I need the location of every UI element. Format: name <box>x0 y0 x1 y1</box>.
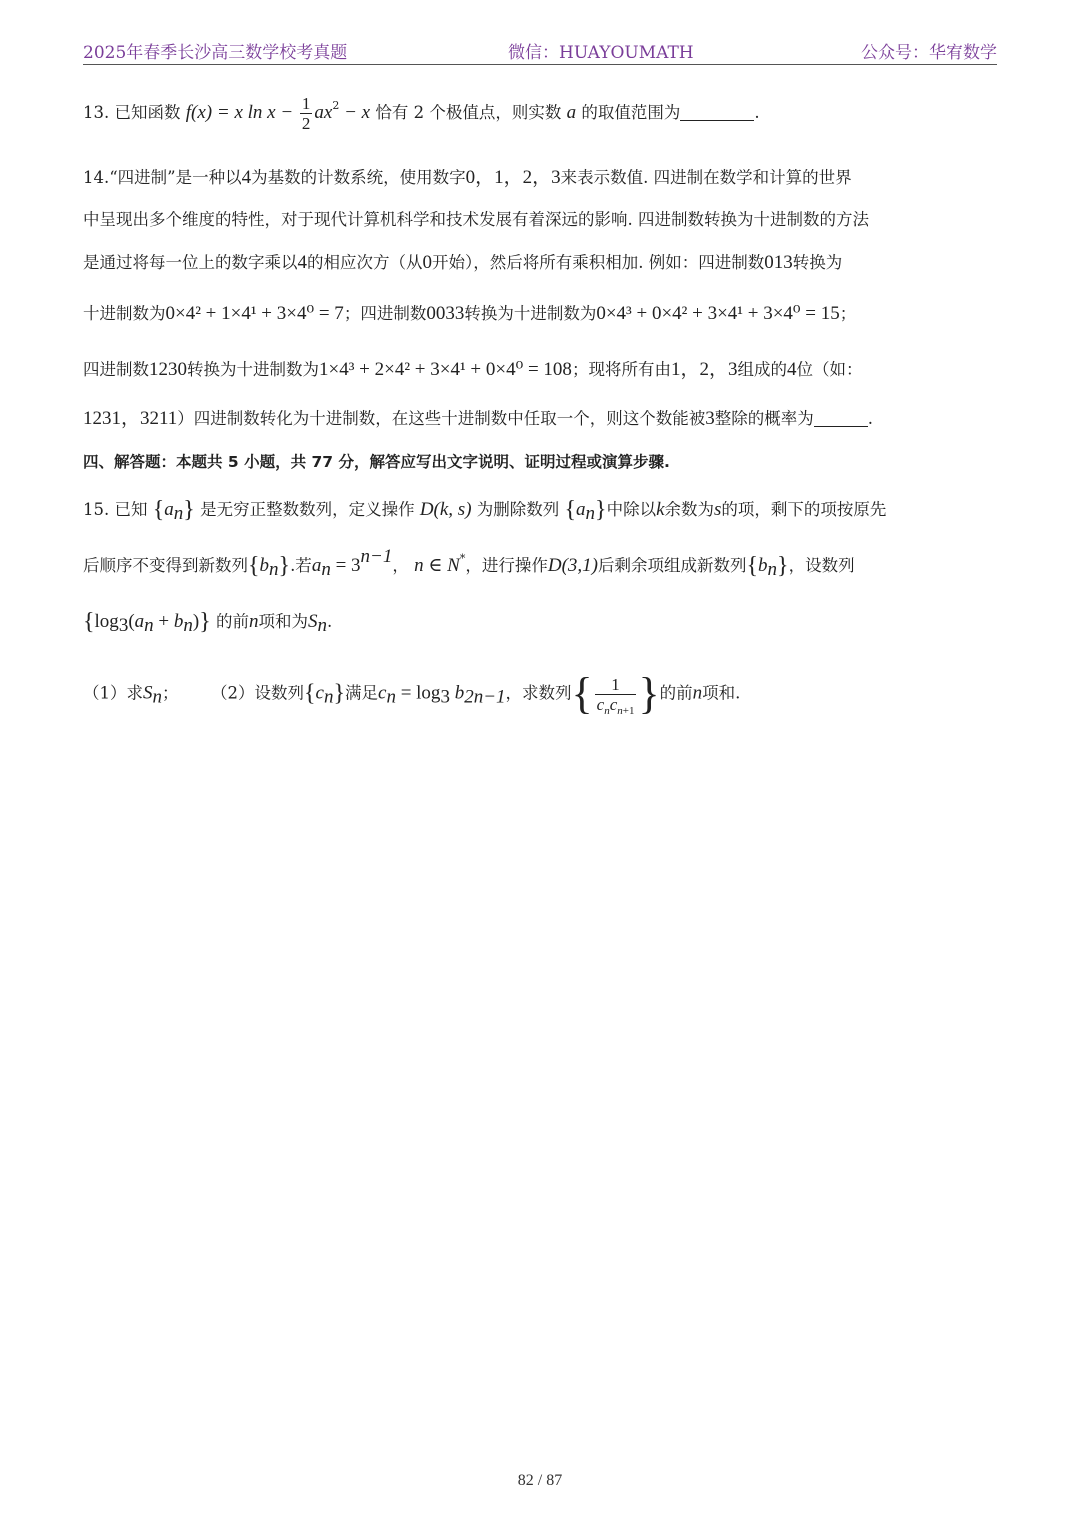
q15-part2-end: 项和. <box>702 683 741 703</box>
q15-l1a: 15. 已知 <box>83 500 148 519</box>
q13-function: f(x) = x ln x − <box>185 102 298 123</box>
q15-l2d: ，进行操作 <box>465 556 548 575</box>
q15-l1b: 是无穷正整数数列，定义操作 <box>200 500 415 519</box>
question-13: 13. 已知函数 f(x) = x ln x − $\frac{1}{2}$ $ax^2 - x$ 恰有 2 个极值点，则实数 a 的取值范围为 . <box>83 94 760 133</box>
q15-l2c: ， <box>392 556 409 575</box>
q15-line-1: 15. 已知 $\{a_n\}$ 是无穷正整数数列，定义操作 D(k, s) 为删除数列 $\{a_n\}$中除以k余数为s的项，剩下的项按原先 <box>83 497 887 524</box>
q14-l1b: 4 <box>241 167 252 188</box>
q15-l3-n: n <box>248 611 259 632</box>
q15-l2b: .若 <box>290 556 312 575</box>
q15-part2-satisfy: 满足 <box>345 683 378 703</box>
q13-func-x: − x <box>339 102 371 123</box>
q15-seq-a: a <box>164 499 174 520</box>
q14-l5b: 1230 <box>149 359 187 380</box>
q13-func-ax: ax <box>314 102 333 123</box>
q14-expr-2: 0×4³ + 0×4² + 3×4¹ + 3×4⁰ = 15 <box>596 303 840 324</box>
q13-post: 恰有 2 个极值点，则实数 <box>375 103 562 122</box>
q14-l5g: 4 <box>786 359 797 380</box>
q13-var-a: a <box>566 102 577 123</box>
q15-parts: （1）求$S_n$； （2）设数列$\{c_n\}$满足$c_n = \log_3 b_{2n-1}$，求数列{ $\frac{1}{c_nc_{n+1}}$ }的前n项和. <box>83 669 741 718</box>
q14-l5h: 位（如： <box>796 360 863 379</box>
q14-l3f: 013 <box>764 252 793 273</box>
q14-l3e: 开始），然后将所有乘积相加. 例如：四进制数 <box>432 253 765 272</box>
q15-part2-n: n <box>692 682 703 704</box>
q14-line-6 <box>83 407 997 431</box>
q14-line-3 <box>83 251 997 275</box>
q15-k: k <box>656 499 665 520</box>
q14-l5d: ；现将所有由 <box>571 360 671 379</box>
q14-l5c: 转换为十进制数为 <box>187 360 319 379</box>
q14-expr-3: 1×4³ + 2×4² + 3×4¹ + 0×4⁰ = 108 <box>319 359 572 380</box>
q15-part2-c: ，求数列 <box>505 683 572 703</box>
q15-log: log <box>94 611 119 632</box>
header-account: 公众号：华宥数学 <box>861 43 997 63</box>
q14-line-4 <box>83 302 997 326</box>
q15-part2-label: （2）设数列 <box>211 683 304 703</box>
q13-fraction: $\frac{1}{2}$ <box>301 94 311 133</box>
q14-l5f: 组成的 <box>737 360 787 379</box>
q14-l1d: 0，1，2，3 <box>465 167 561 188</box>
q15-op-D: D(k, s) <box>419 499 472 520</box>
q15-l2e: 后剩余项组成新数列 <box>598 556 747 575</box>
q14-l3c: 的相应次方（从 <box>307 253 423 272</box>
header-wechat: 微信：HUAYOUMATH <box>508 43 694 63</box>
q15-l1d: 中除以 <box>606 500 657 519</box>
q14-l6d: 整除的概率为 <box>714 409 814 428</box>
q13-end: . <box>754 103 760 122</box>
q15-an-eq: = 3 <box>330 555 361 576</box>
q15-Sn: S <box>307 611 318 632</box>
q15-l1c: 为删除数列 <box>476 500 560 519</box>
page-header <box>83 38 997 65</box>
q14-l6c: 3 <box>705 408 715 429</box>
q14-l1c: 为基数的计数系统，使用数字 <box>251 168 466 187</box>
q14-l3d: 0 <box>422 252 432 273</box>
q15-n-in-N: n ∈ N <box>414 555 460 576</box>
page-number: 82 / 87 <box>517 1472 563 1489</box>
q13-pre: 已知函数 <box>114 103 181 122</box>
q13-number: 13. <box>83 103 110 122</box>
q15-part2-expr: = log <box>395 682 441 704</box>
q14-l5a: 四进制数 <box>83 360 149 379</box>
q14-l3b: 4 <box>297 252 307 273</box>
q13-answer-blank[interactable] <box>680 120 754 121</box>
q14-l3a: 是通过将每一位上的数字乘以 <box>83 253 298 272</box>
q14-l4b: ；四进制数 <box>343 304 427 323</box>
q14-l3g: 转换为 <box>792 253 843 272</box>
q15-l2a: 后顺序不变得到新数列 <box>83 556 248 575</box>
q15-part2-d: 的前 <box>659 683 693 703</box>
q14-l4a: 十进制数为 <box>83 304 166 323</box>
q14-l6e: . <box>867 409 874 428</box>
q14-l4d: 转换为十进制数为 <box>464 304 597 323</box>
q14-l1a: 14.“四进制”是一种以 <box>83 168 242 187</box>
q15-s: s <box>714 499 722 520</box>
q14-l4e: ； <box>839 304 857 323</box>
q15-part1-end: ； <box>162 683 179 703</box>
q15-op-D31: D(3,1) <box>547 555 598 576</box>
header-title: 2025年春季长沙高三数学校考真题 <box>83 43 348 63</box>
q15-l1e: 余数为 <box>664 500 715 519</box>
q15-an: a <box>311 555 322 576</box>
q14-l2: 中呈现出多个维度的特性，对于现代计算机科学和技术发展有着深远的影响. 四进制数转换为十进制数的方法 <box>83 210 869 229</box>
q15-l2f: ，设数列 <box>788 556 855 575</box>
q14-line-1 <box>83 166 997 190</box>
q15-l3b: 项和为 <box>258 612 308 631</box>
q14-expr-1: 0×4² + 1×4¹ + 3×4⁰ = 7 <box>165 303 344 324</box>
q14-l1e: 来表示数值. 四进制在数学和计算的世界 <box>560 168 852 187</box>
q13-post2: 的取值范围为 <box>581 103 681 122</box>
q14-l6b: ）四进制数转化为十进制数，在这些十进制数中任取一个，则这个数能被 <box>177 409 706 428</box>
q14-answer-blank[interactable] <box>814 426 868 427</box>
q15-part1-S: S <box>143 682 153 704</box>
q15-part1-label: （1）求 <box>83 683 143 703</box>
q15-line-3: $\{\log_3(a_n + b_n)\}$ 的前n项和为$S_n$. <box>83 609 333 636</box>
q15-l3-end: . <box>326 612 333 631</box>
q15-part2-fraction: $\frac{1}{c_nc_{n+1}}$ <box>596 674 635 717</box>
q14-l6a: 1231，3211 <box>83 408 178 429</box>
q14-line-2 <box>83 208 997 232</box>
section-4-heading: 四、解答题：本题共 5 小题，共 77 分，解答应写出文字说明、证明过程或演算步骤. <box>83 453 670 471</box>
q14-line-5 <box>83 358 997 382</box>
q15-an-exp: n−1 <box>360 546 393 567</box>
q15-line-2: 后顺序不变得到新数列$\{b_n\}$.若$a_n = 3^{n-1}$， n ∈ N*，进行操作D(3,1)后剩余项组成新数列$\{b_n\}$，设数列 <box>83 546 855 580</box>
q14-l5e: 1，2，3 <box>670 359 738 380</box>
q14-l4c: 0033 <box>426 303 465 324</box>
q15-l3a: 的前 <box>215 612 249 631</box>
q15-l1f: 的项，剩下的项按原先 <box>721 500 887 519</box>
